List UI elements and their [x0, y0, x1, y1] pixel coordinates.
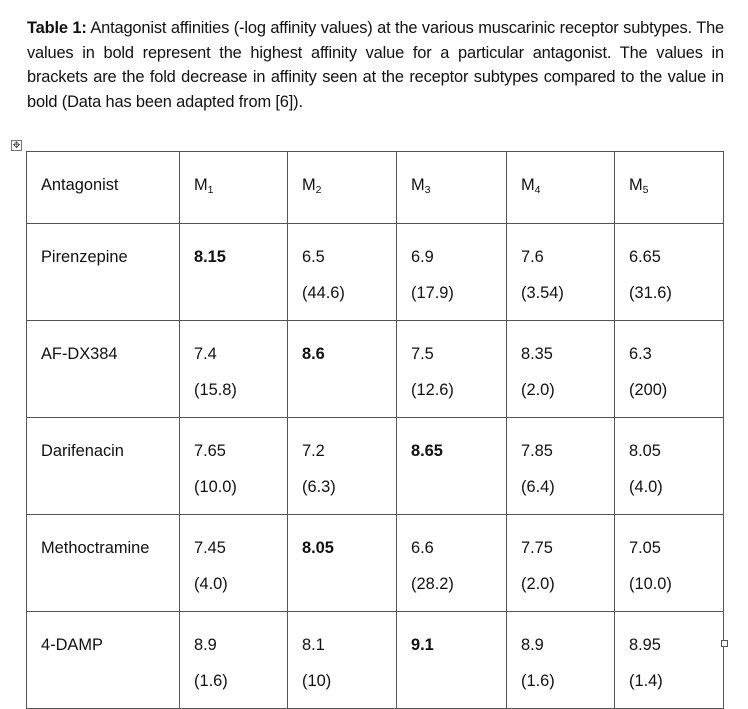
antagonist-name: Methoctramine — [41, 539, 150, 557]
fold-decrease: (10.0) — [194, 478, 237, 496]
fold-decrease: (1.4) — [629, 672, 663, 690]
affinity-cell — [397, 612, 507, 709]
affinity-value: 7.2 — [302, 442, 325, 460]
antagonist-name-cell — [27, 612, 180, 709]
affinity-value: 8.9 — [521, 636, 544, 654]
column-subscript: 5 — [642, 184, 649, 196]
affinity-cell — [180, 321, 288, 418]
caption-text: Antagonist affinities (-log affinity values) at the various muscarinic receptor subtypes. The values in bold represent the highest affinity value for a particular antagonist. The values in brackets are the fold decrease in affinity seen at the receptor subtypes compared to the value in bold (Data has been adapted from [6]). — [27, 19, 725, 111]
affinity-value: 8.05 — [629, 442, 661, 460]
table-row — [27, 321, 724, 418]
affinity-cell — [507, 224, 615, 321]
header-cell-m2 — [288, 152, 397, 224]
affinity-value: 6.65 — [629, 248, 661, 266]
resize-square-icon[interactable] — [721, 640, 728, 647]
affinity-cell — [397, 224, 507, 321]
affinity-value: 6.9 — [411, 248, 434, 266]
affinity-cell — [507, 418, 615, 515]
corner-header: Antagonist — [41, 176, 119, 194]
affinity-cell — [397, 321, 507, 418]
affinity-cell — [288, 612, 397, 709]
affinity-value: 6.6 — [411, 539, 434, 557]
column-subscript: 1 — [207, 184, 214, 196]
header-cell-m1 — [180, 152, 288, 224]
affinity-value: 7.65 — [194, 442, 226, 460]
affinity-value: 8.15 — [194, 248, 226, 266]
fold-decrease: (4.0) — [629, 478, 663, 496]
affinity-value: 6.3 — [629, 345, 652, 363]
column-subscript: 3 — [424, 184, 431, 196]
header-cell-m3 — [397, 152, 507, 224]
move-arrows-icon[interactable]: ✥ — [12, 140, 21, 150]
affinity-value: 9.1 — [411, 636, 434, 654]
affinity-table-body — [27, 152, 724, 709]
fold-decrease: (1.6) — [194, 672, 228, 690]
affinity-value: 7.75 — [521, 539, 553, 557]
affinity-cell — [507, 515, 615, 612]
affinity-value: 7.85 — [521, 442, 553, 460]
affinity-value: 7.4 — [194, 345, 217, 363]
column-base: M — [194, 176, 208, 194]
fold-decrease: (10) — [302, 672, 332, 690]
table-row — [27, 224, 724, 321]
affinity-cell — [397, 418, 507, 515]
antagonist-name-cell — [27, 224, 180, 321]
table-caption — [27, 16, 724, 114]
antagonist-name: 4-DAMP — [41, 636, 103, 654]
affinity-cell — [615, 418, 724, 515]
fold-decrease: (12.6) — [411, 381, 454, 399]
affinity-cell — [615, 321, 724, 418]
affinity-cell — [288, 224, 397, 321]
header-row — [27, 152, 724, 224]
affinity-cell — [288, 321, 397, 418]
affinity-cell — [180, 418, 288, 515]
antagonist-name-cell — [27, 321, 180, 418]
column-subscript: 4 — [534, 184, 541, 196]
affinity-value: 7.05 — [629, 539, 661, 557]
fold-decrease: (10.0) — [629, 575, 672, 593]
column-base: M — [629, 176, 643, 194]
affinity-value: 7.45 — [194, 539, 226, 557]
column-base: M — [521, 176, 535, 194]
fold-decrease: (4.0) — [194, 575, 228, 593]
affinity-value: 7.6 — [521, 248, 544, 266]
fold-decrease: (44.6) — [302, 284, 345, 302]
affinity-value: 8.95 — [629, 636, 661, 654]
fold-decrease: (28.2) — [411, 575, 454, 593]
affinity-value: 8.65 — [411, 442, 443, 460]
antagonist-name-cell — [27, 515, 180, 612]
affinity-value: 8.35 — [521, 345, 553, 363]
antagonist-name: Pirenzepine — [41, 248, 128, 266]
fold-decrease: (2.0) — [521, 381, 555, 399]
affinity-value: 8.9 — [194, 636, 217, 654]
affinity-cell — [288, 418, 397, 515]
affinity-cell — [615, 612, 724, 709]
fold-decrease: (6.4) — [521, 478, 555, 496]
affinity-cell — [180, 224, 288, 321]
column-base: M — [302, 176, 316, 194]
fold-decrease: (6.3) — [302, 478, 336, 496]
affinity-cell — [180, 515, 288, 612]
affinity-cell — [397, 515, 507, 612]
affinity-cell — [507, 321, 615, 418]
caption-label: Table 1: — [27, 19, 87, 37]
fold-decrease: (17.9) — [411, 284, 454, 302]
affinity-table — [26, 151, 724, 709]
affinity-value: 8.05 — [302, 539, 334, 557]
affinity-cell — [615, 224, 724, 321]
table-row — [27, 612, 724, 709]
fold-decrease: (2.0) — [521, 575, 555, 593]
fold-decrease: (200) — [629, 381, 668, 399]
affinity-cell — [615, 515, 724, 612]
affinity-cell — [507, 612, 615, 709]
header-cell-m4 — [507, 152, 615, 224]
fold-decrease: (31.6) — [629, 284, 672, 302]
header-cell-antagonist — [27, 152, 180, 224]
table-row — [27, 515, 724, 612]
column-base: M — [411, 176, 425, 194]
fold-decrease: (3.54) — [521, 284, 564, 302]
table-row — [27, 418, 724, 515]
fold-decrease: (1.6) — [521, 672, 555, 690]
antagonist-name: AF-DX384 — [41, 345, 118, 363]
antagonist-name-cell — [27, 418, 180, 515]
header-cell-m5 — [615, 152, 724, 224]
affinity-value: 8.6 — [302, 345, 325, 363]
affinity-cell — [288, 515, 397, 612]
fold-decrease: (15.8) — [194, 381, 237, 399]
affinity-value: 6.5 — [302, 248, 325, 266]
antagonist-name: Darifenacin — [41, 442, 124, 460]
column-subscript: 2 — [315, 184, 322, 196]
affinity-value: 7.5 — [411, 345, 434, 363]
affinity-value: 8.1 — [302, 636, 325, 654]
affinity-cell — [180, 612, 288, 709]
